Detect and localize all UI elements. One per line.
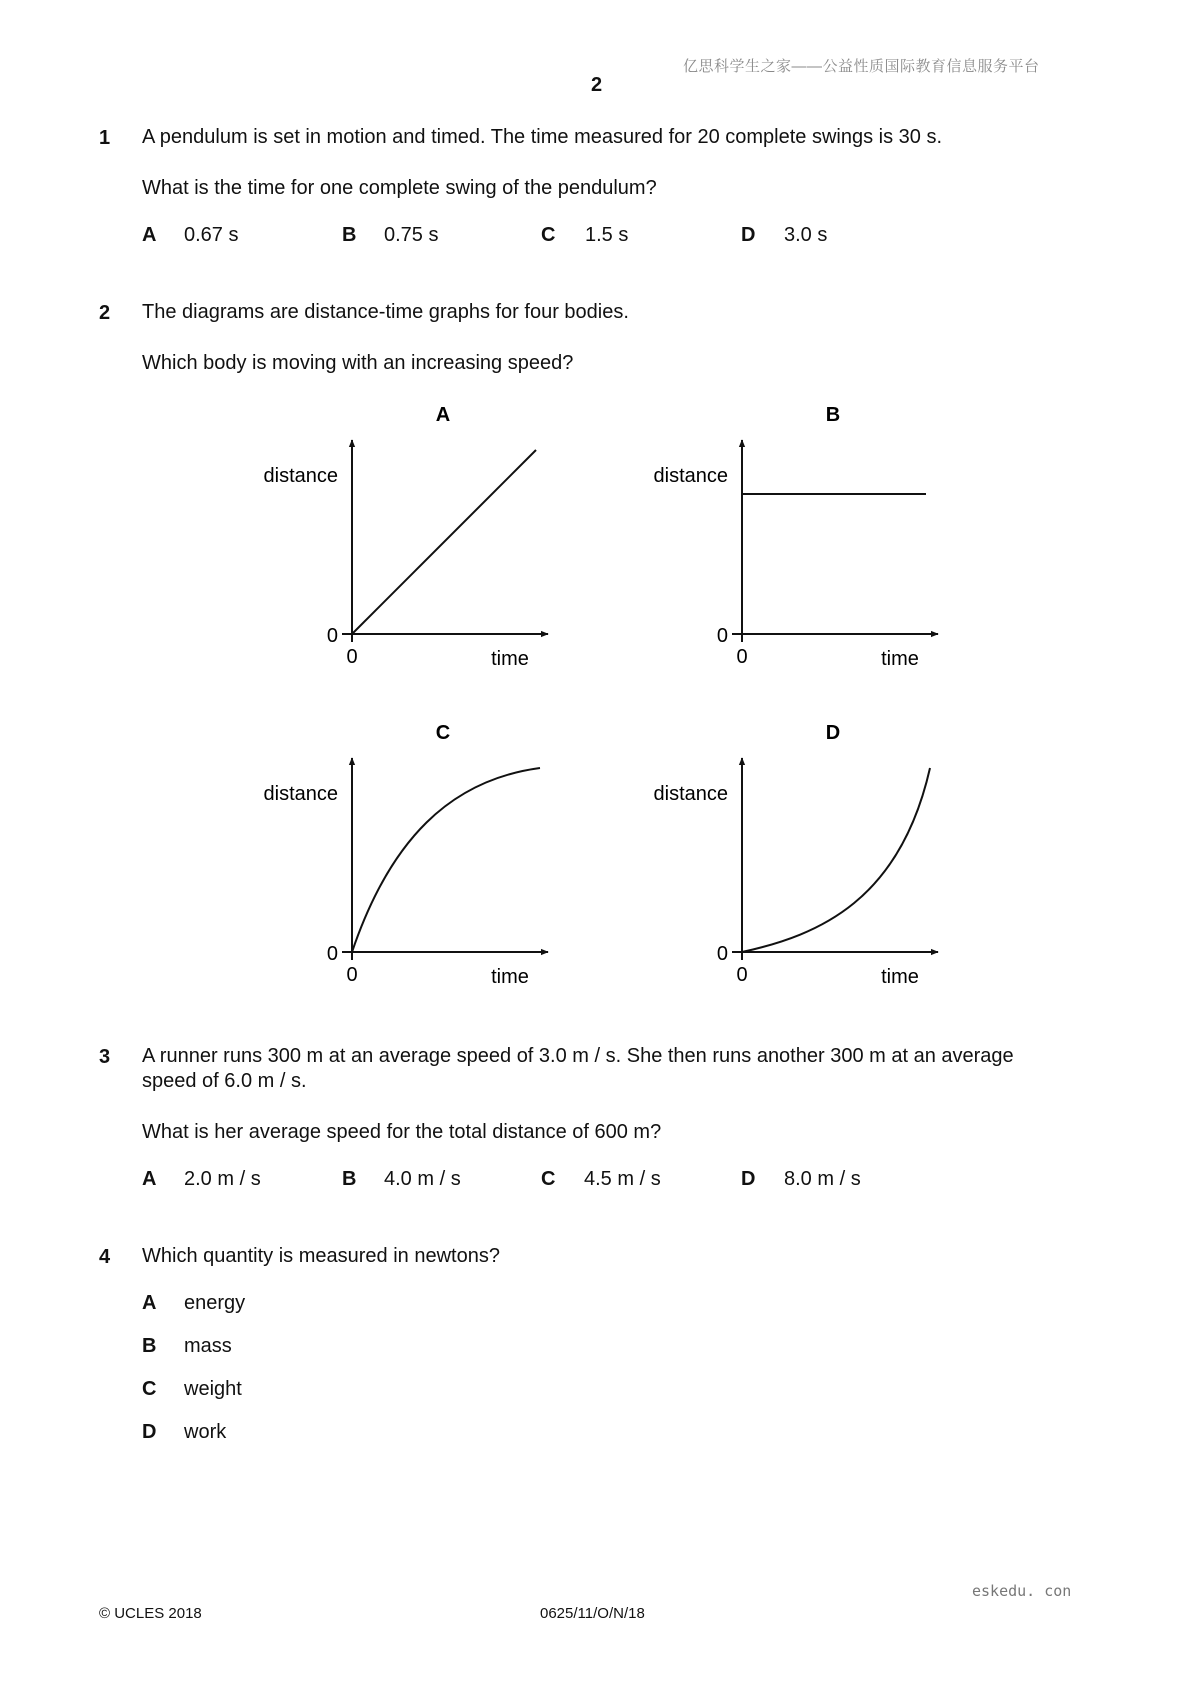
question-prompt: Which body is moving with an increasing speed? (142, 352, 574, 374)
question-text-line1: A runner runs 300 m at an average speed of 3.0 m / s. She then runs another 300 m at an average (142, 1045, 1014, 1067)
x-origin-label: 0 (346, 646, 358, 668)
option-text: work (184, 1421, 227, 1443)
option-letter: A (142, 224, 157, 246)
graph-label: B (825, 404, 841, 426)
option-letter: D (741, 1168, 756, 1190)
option-text: 4.5 m / s (584, 1168, 661, 1190)
option-letter: B (142, 1335, 157, 1357)
question-number: 2 (99, 302, 111, 324)
y-axis-label: distance (263, 465, 338, 487)
paper-code: 0625/11/O/N/18 (540, 1605, 645, 1622)
x-axis-label: time (491, 966, 529, 988)
x-origin-label: 0 (736, 964, 748, 986)
question-text-line2: speed of 6.0 m / s. (142, 1070, 307, 1092)
option-text: 1.5 s (585, 224, 629, 246)
graph-d (654, 722, 939, 988)
option-letter: C (541, 1168, 556, 1190)
copyright: © UCLES 2018 (99, 1605, 202, 1622)
option-text: 8.0 m / s (784, 1168, 861, 1190)
question-text: A pendulum is set in motion and timed. The time measured for 20 complete swings is 30 s. (142, 126, 943, 148)
site-watermark: eskedu. con (972, 1582, 1072, 1600)
question-number: 4 (99, 1246, 111, 1268)
y-origin-label: 0 (326, 943, 338, 965)
y-origin-label: 0 (326, 625, 338, 647)
option-letter: D (741, 224, 756, 246)
option-text: weight (184, 1378, 242, 1400)
option-letter: B (342, 224, 357, 246)
watermark-text: 亿思科学生之家——公益性质国际教育信息服务平台 (683, 58, 1040, 75)
distance-time-line (352, 450, 536, 634)
option-letter: A (142, 1168, 157, 1190)
x-axis-label: time (881, 966, 919, 988)
question-number: 1 (99, 127, 111, 149)
graph-c (264, 722, 549, 988)
option-text: energy (184, 1292, 246, 1314)
option-letter: A (142, 1292, 157, 1314)
y-axis-label: distance (263, 783, 338, 805)
y-origin-label: 0 (716, 943, 728, 965)
y-origin-label: 0 (716, 625, 728, 647)
option-letter: B (342, 1168, 357, 1190)
x-axis-label: time (881, 648, 919, 670)
page-number: 2 (591, 74, 603, 96)
y-axis-label: distance (653, 465, 728, 487)
graph-label: D (825, 722, 841, 744)
question-text: Which quantity is measured in newtons? (142, 1245, 500, 1267)
x-origin-label: 0 (346, 964, 358, 986)
graph-a (264, 404, 549, 670)
option-letter: C (142, 1378, 157, 1400)
option-text: 2.0 m / s (184, 1168, 261, 1190)
graph-label: C (435, 722, 451, 744)
option-text: mass (184, 1335, 232, 1357)
option-text: 0.75 s (384, 224, 439, 246)
graph-label: A (435, 404, 451, 426)
x-axis-label: time (491, 648, 529, 670)
option-letter: D (142, 1421, 157, 1443)
x-origin-label: 0 (736, 646, 748, 668)
distance-time-curve (352, 768, 540, 952)
option-text: 3.0 s (784, 224, 828, 246)
distance-time-curve (742, 768, 930, 952)
question-prompt: What is her average speed for the total distance of 600 m? (142, 1121, 662, 1143)
option-letter: C (541, 224, 556, 246)
option-text: 0.67 s (184, 224, 239, 246)
question-prompt: What is the time for one complete swing of the pendulum? (142, 177, 657, 199)
question-number: 3 (99, 1046, 111, 1068)
option-text: 4.0 m / s (384, 1168, 461, 1190)
question-text: The diagrams are distance-time graphs for four bodies. (142, 301, 629, 323)
y-axis-label: distance (653, 783, 728, 805)
graph-b (654, 404, 939, 670)
